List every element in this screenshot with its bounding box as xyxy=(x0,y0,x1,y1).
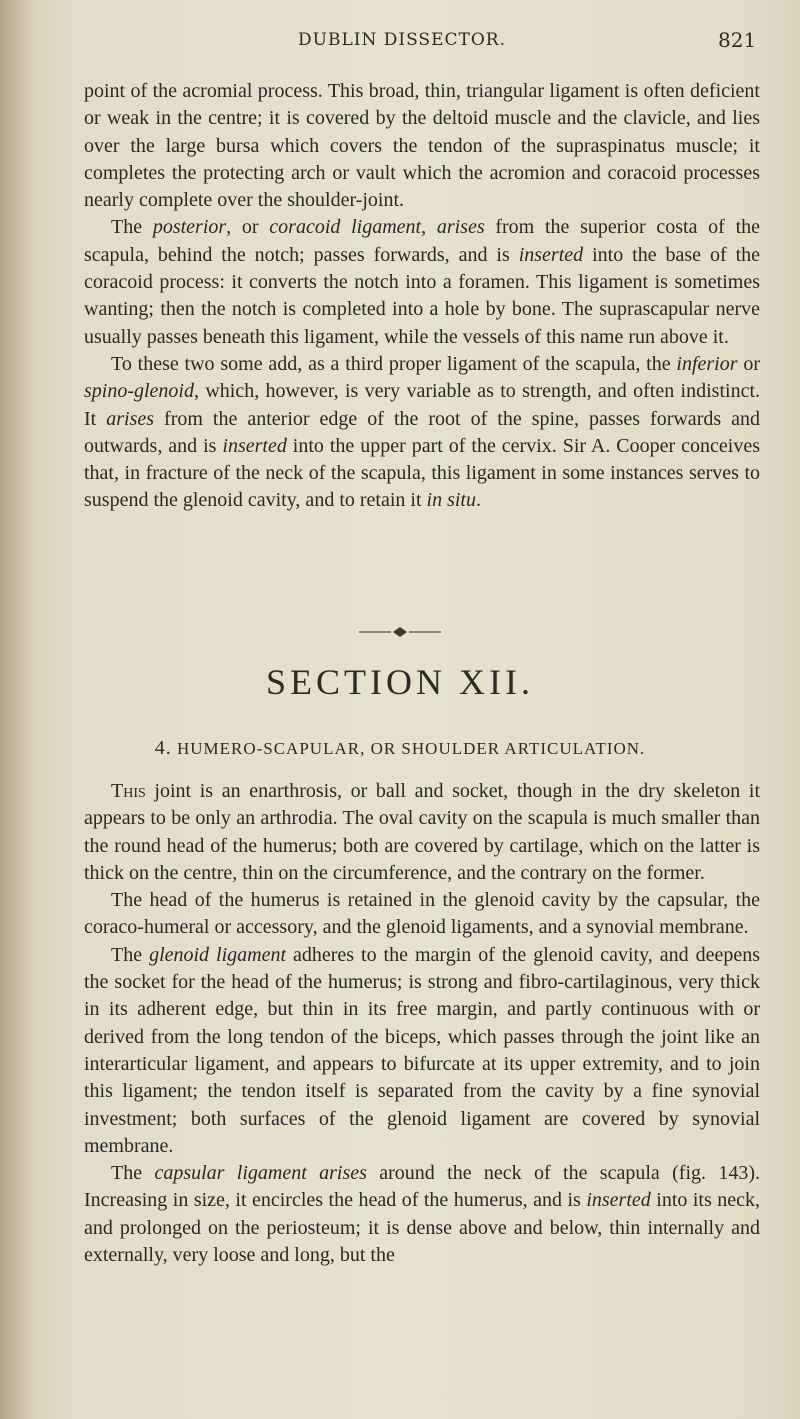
text-run: The xyxy=(111,216,153,239)
paragraph-head-retained xyxy=(84,887,760,942)
text-run: , or xyxy=(226,216,270,239)
text-block-top xyxy=(84,78,760,515)
text-run: , which, however, is very variable as to strength, and often indistinct. It xyxy=(84,380,760,430)
paragraph-enarthrosis xyxy=(84,778,760,887)
italic-term: arises xyxy=(106,407,155,430)
text-run: from the anterior edge of the root of the spine, passes forwards and outwards, and is xyxy=(84,407,761,457)
running-head: DUBLIN DISSECTOR. xyxy=(298,30,506,50)
paragraph-capsular-ligament xyxy=(84,1160,760,1269)
text-run: . xyxy=(475,489,481,512)
article-number: 4. xyxy=(154,737,172,759)
article-heading xyxy=(0,737,800,760)
italic-term: inserted xyxy=(586,1189,651,1212)
paragraph-acromial-ligament xyxy=(84,78,760,214)
paragraph-posterior-ligament xyxy=(84,214,760,350)
text-run: into the upper part of the cervix. Sir A. Cooper conceives that, in fracture of the neck of the scapula, this ligament in some instances serves to suspend the glenoid cavity, and to retain it xyxy=(84,434,760,512)
italic-term: in situ xyxy=(426,489,476,512)
italic-term: glenoid ligament xyxy=(149,943,287,966)
italic-term: spino-glenoid xyxy=(84,380,194,403)
paragraph-text: The head of the humerus is retained in the glenoid cavity by the capsular, the coraco-humeral or accessory, and the glenoid ligaments, and a synovial membrane. xyxy=(84,889,760,939)
text-run: into its neck, and prolonged on the periosteum; it is dense above and below, thin internally and externally, very loose and long, but the xyxy=(84,1189,761,1267)
italic-term: inferior xyxy=(676,352,738,375)
text-run: , xyxy=(421,216,437,239)
text-run: joint is an enarthrosis, or ball and socket, though in the dry skeleton it appears to be only an arthrodia. The oval cavity on the scapula is much smaller than the round head of the humerus; both are covered by cartilage, which on the latter is thick on the centre, thin on the circumference, and the contrary on the former. xyxy=(84,780,760,884)
italic-term: coracoid ligament xyxy=(269,216,422,239)
text-run: The xyxy=(111,1162,155,1185)
section-divider-ornament xyxy=(355,625,445,639)
small-caps-lead: This xyxy=(111,780,146,802)
page-gutter-shadow xyxy=(0,0,36,1419)
page-header xyxy=(0,30,800,60)
text-run: adheres to the margin of the glenoid cavity, and deepens the socket for the head of the humerus; is strong and fibro-cartilaginous, very thick in its adherent edge, but thin in its free margin, and partly continuous with or derived from the long tendon of the biceps, which passes through the joint like an interarticular ligament, and appears to bifurcate at its upper extremity, and to join this ligament; the tendon itself is separated from the cavity by a fine synovial investment; both surfaces of the glenoid ligament are covered by synovial membrane. xyxy=(84,943,760,1157)
text-run xyxy=(307,1162,319,1184)
section-title: SECTION XII. xyxy=(266,662,534,702)
italic-term: inserted xyxy=(222,434,287,457)
text-run: or xyxy=(737,352,760,375)
italic-term: posterior xyxy=(152,216,227,239)
paragraph-text: point of the acromial process. This broad, thin, triangular ligament is often deficient or weak in the centre; it is covered by the deltoid muscle and the clavicle, and lies over the large bursa which covers the tendon of the supraspinatus muscle; it completes the protecting arch or vault which the acromion and coracoid processes nearly complete over the shoulder-joint. xyxy=(84,80,760,212)
italic-term: inserted xyxy=(518,243,584,266)
paragraph-glenoid-ligament xyxy=(84,942,760,1160)
text-run: into the base of the coracoid process: it converts the notch into a foramen. This ligament is sometimes wanting; then the notch is completed into a hole by bone. The suprascapular nerve usually passes beneath this ligament, while the vessels of this name run above it. xyxy=(84,243,761,348)
text-run: around the neck of the scapula (fig. 143). Increasing in size, it encircles the head of the humerus, and is xyxy=(84,1162,760,1212)
text-block-bottom xyxy=(84,778,760,1269)
italic-term: arises xyxy=(319,1162,367,1185)
italic-term: arises xyxy=(436,216,485,239)
page-number: 821 xyxy=(718,28,757,52)
text-run: To these two some add, as a third proper ligament of the scapula, the xyxy=(111,352,677,375)
text-run: The xyxy=(111,943,150,966)
article-title: HUMERO-SCAPULAR, OR SHOULDER ARTICULATION. xyxy=(176,739,646,758)
italic-term: capsular ligament xyxy=(154,1162,307,1185)
text-run: from the superior costa of the scapula, behind the notch; passes forwards, and is xyxy=(84,216,760,266)
paragraph-inferior-ligament xyxy=(84,351,760,515)
